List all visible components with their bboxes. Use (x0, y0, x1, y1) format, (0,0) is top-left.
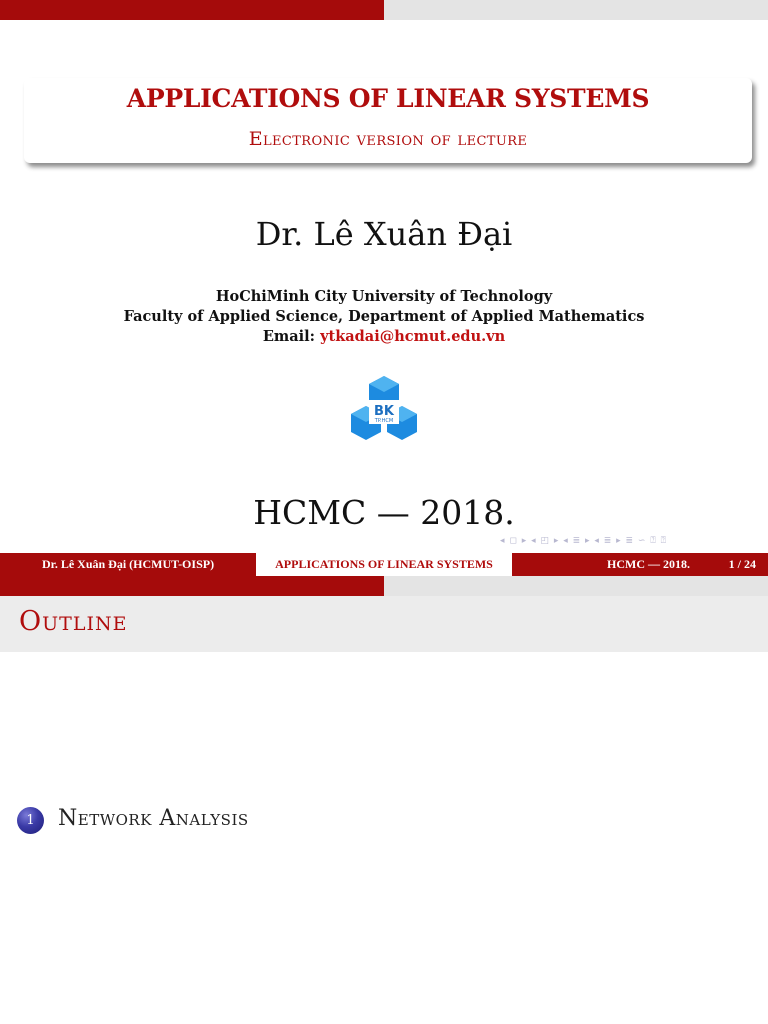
presentation-date: HCMC — 2018. (253, 493, 515, 532)
toc-item-number: 1 (17, 807, 44, 834)
footer-right (512, 553, 768, 576)
top-decoration-bar (0, 0, 768, 20)
title-box (24, 78, 752, 163)
email-link[interactable]: ytkadai@hcmut.edu.vn (320, 328, 506, 345)
footer-page-number: 1 / 24 (728, 557, 756, 571)
footer-title: APPLICATIONS OF LINEAR SYSTEMS (256, 553, 512, 576)
author-name: Dr. Lê Xuân Đại (255, 215, 513, 253)
university-logo (349, 374, 419, 444)
top-bar-grey (384, 576, 768, 596)
top-decoration-bar (0, 576, 768, 596)
top-bar-red (0, 0, 384, 20)
logo-text-tphcm: TP.HCM (374, 418, 394, 424)
email-line (0, 328, 768, 345)
top-bar-red (0, 576, 384, 596)
affiliation-university: HoChiMinh City University of Technology (215, 288, 553, 305)
slide-footer (0, 553, 768, 576)
footer-author: Dr. Lê Xuân Đại (HCMUT-OISP) (0, 553, 256, 576)
email-label: Email: (262, 328, 316, 345)
footer-date: HCMC — 2018. (607, 557, 690, 571)
frame-title-bar (0, 596, 768, 652)
beamer-navigation-symbols[interactable]: ◂ ◻ ▸ ◂ ◰ ▸ ◂ ≣ ▸ ◂ ≣ ▸ ≣ ∽ ⍰ ⍰ (500, 536, 667, 546)
presentation-title: APPLICATIONS OF LINEAR SYSTEMS (126, 84, 650, 113)
toc-item-label: Network Analysis (58, 806, 249, 831)
presentation-subtitle: Electronic version of lecture (248, 128, 528, 150)
affiliation-faculty: Faculty of Applied Science, Department of Applied Mathematics (123, 308, 645, 325)
outline-title: Outline (19, 606, 128, 637)
outline-slide (0, 576, 768, 1024)
logo-text-bk: BK (374, 404, 394, 419)
top-bar-grey (384, 0, 768, 20)
